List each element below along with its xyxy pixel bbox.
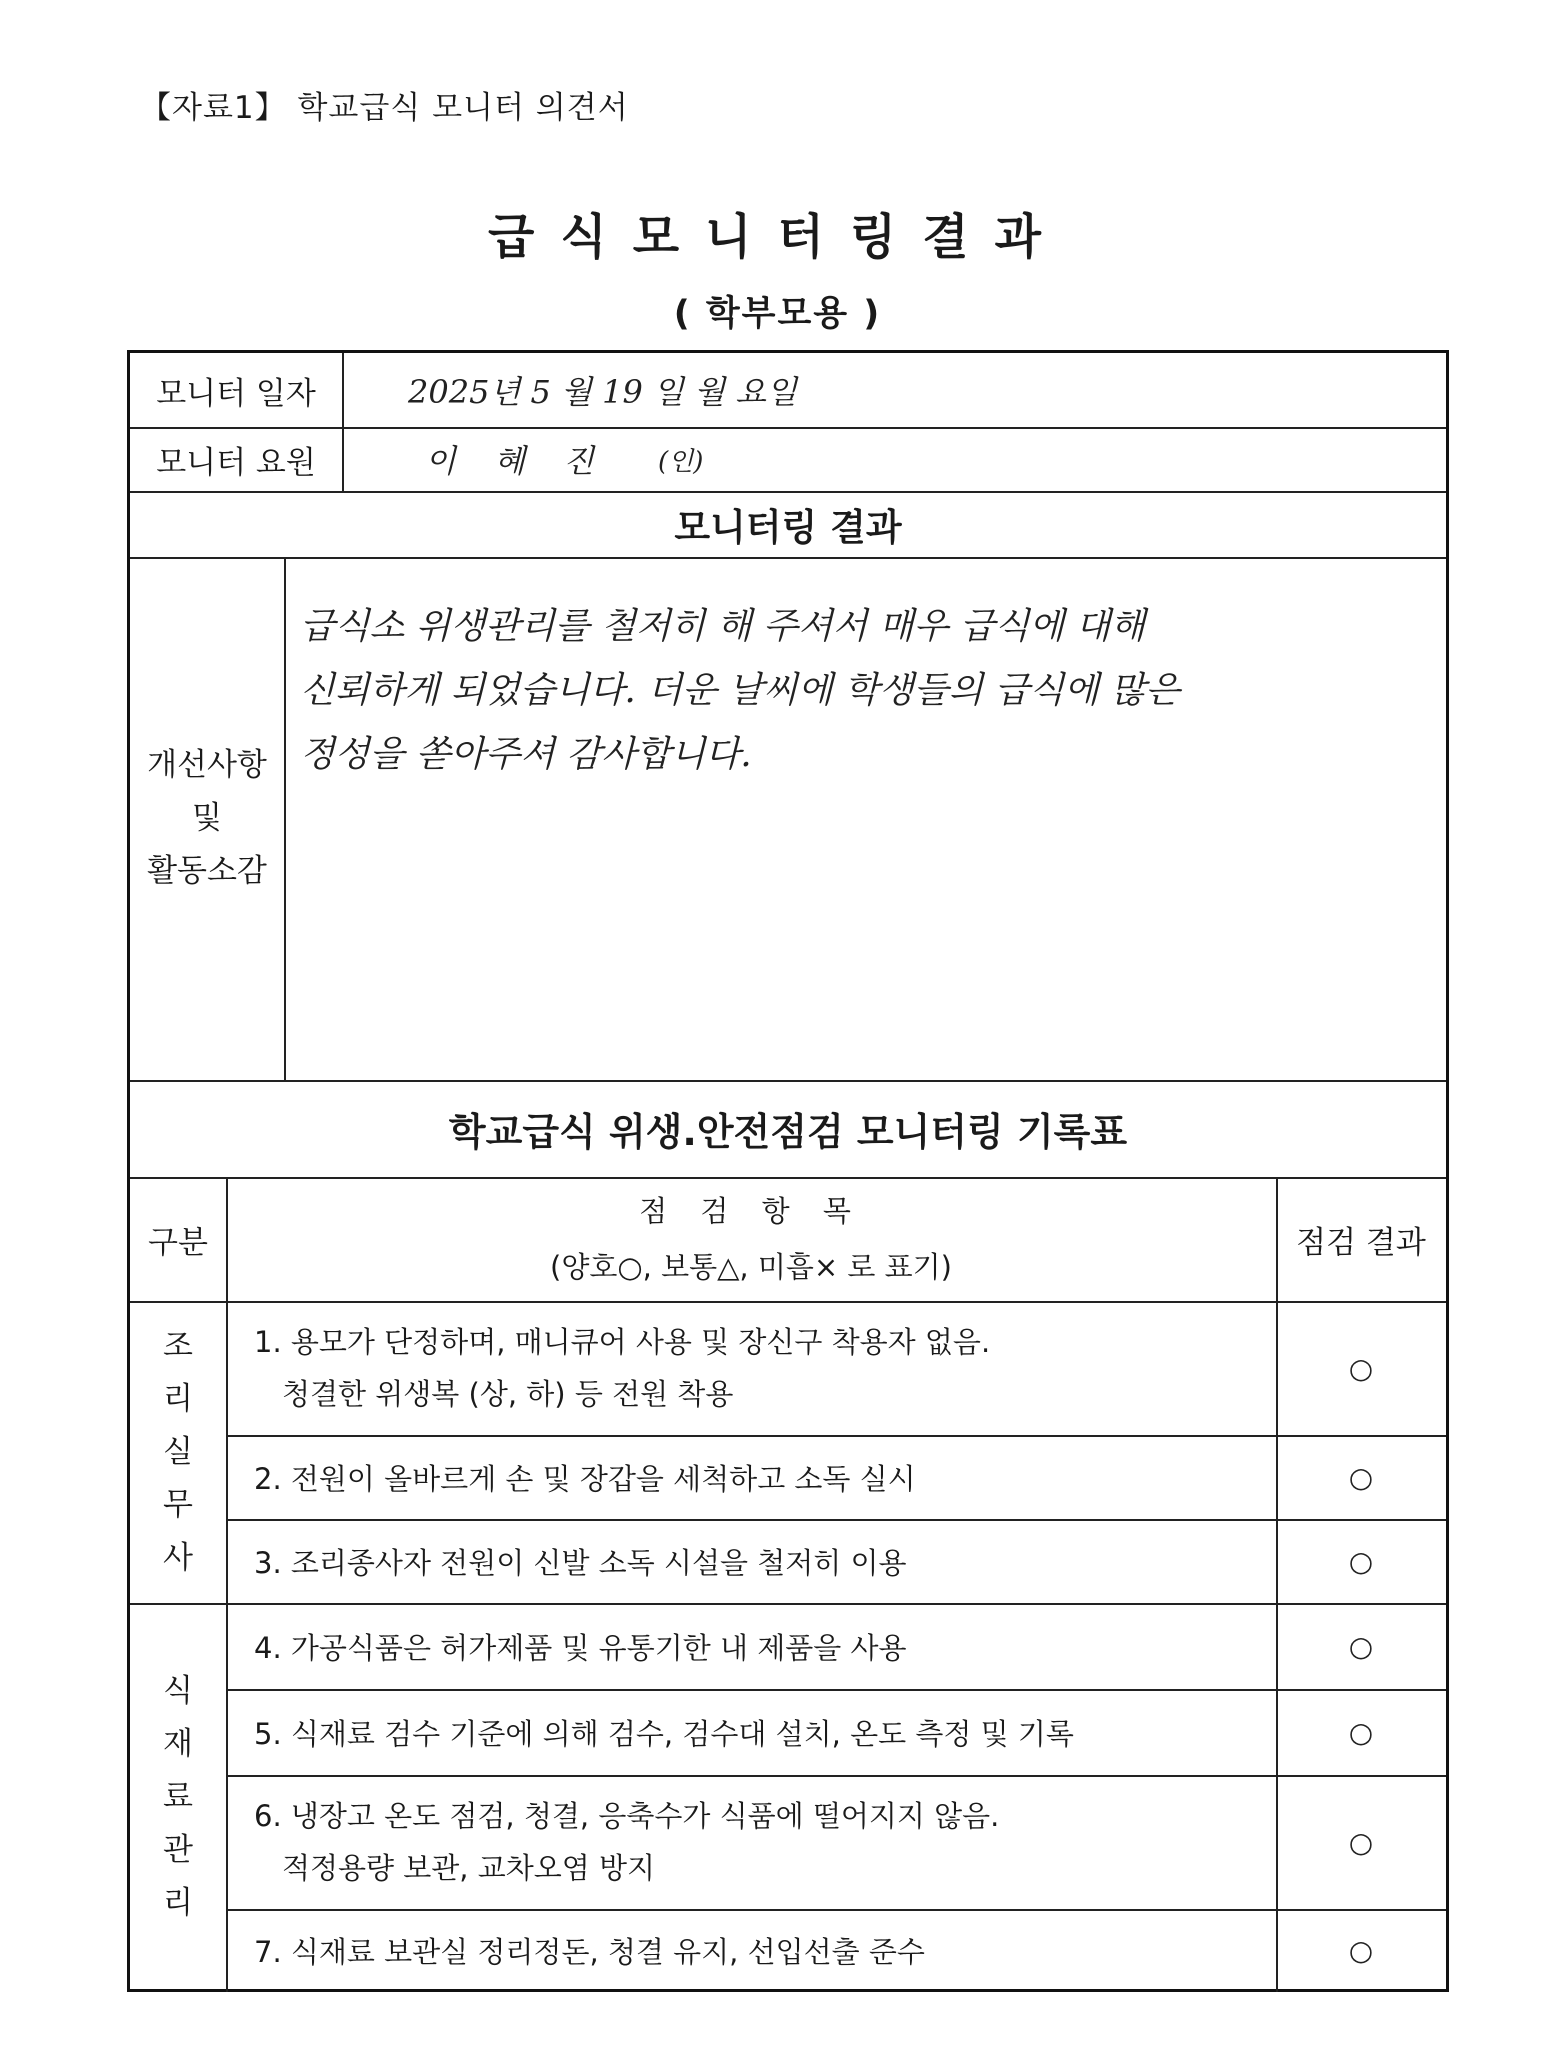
check-item-text: 1. 용모가 단정하며, 매니큐어 사용 및 장신구 착용자 없음. [254, 1325, 991, 1359]
improvement-label-line: 활동소감 [147, 853, 267, 889]
group-cooking-staff [130, 1301, 226, 1603]
handwritten-opinion [300, 595, 1300, 787]
check-result-7: ○ [1348, 1934, 1374, 1967]
check-result-3: ○ [1348, 1544, 1374, 1578]
check-item-1 [226, 1301, 1276, 1435]
check-result-5: ○ [1348, 1715, 1374, 1749]
check-item-text: 2. 전원이 올바르게 손 및 장갑을 세척하고 소독 실시 [254, 1461, 916, 1496]
member-value: 이 혜 진 [425, 442, 609, 480]
items-header-line: 점 검 항 목 [639, 1194, 863, 1228]
document-reference-header: 【자료1】 학교급식 모니터 의견서 [140, 90, 629, 126]
signature: (인) [658, 446, 704, 477]
handwritten-line: 정성을 쏟아주셔 감사합니다. [300, 734, 752, 775]
improvement-label-line: 및 [192, 800, 222, 836]
col-divider [284, 557, 286, 1080]
improvement-label-line: 개선사항 [147, 747, 267, 783]
document-title: 급식모니터링결과 [488, 209, 1067, 265]
group-char: 료 [163, 1779, 193, 1815]
check-item-4 [226, 1603, 1276, 1689]
group-char: 재 [163, 1726, 193, 1762]
group-char: 식 [163, 1673, 193, 1709]
row-divider [130, 557, 1446, 559]
group-char: 리 [163, 1380, 193, 1417]
group-char: 무 [163, 1486, 193, 1523]
check-result-4: ○ [1348, 1629, 1374, 1663]
group-ingredient-mgmt [130, 1603, 226, 1992]
handwritten-line: 신뢰하게 되었습니다. 더운 날씨에 학생들의 급식에 많은 [300, 670, 1180, 711]
date-value: 2025년 5 월 19 일 월 요일 [408, 373, 798, 411]
member-label: 모니터 요원 [156, 444, 316, 481]
handwritten-line: 급식소 위생관리를 철저히 해 주셔서 매우 급식에 대해 [300, 606, 1146, 647]
check-item-text: 적정용량 보관, 교차오염 방지 [282, 1851, 656, 1885]
document-subtitle: ( 학부모용 ) [673, 294, 882, 334]
check-item-text: 6. 냉장고 온도 점검, 청결, 응축수가 식품에 떨어지지 않음. [254, 1799, 1000, 1833]
group-char: 사 [163, 1539, 193, 1576]
result-section-title: 모니터링 결과 [674, 506, 902, 549]
date-label: 모니터 일자 [156, 375, 316, 412]
group-char: 리 [163, 1885, 193, 1921]
group-char: 관 [163, 1832, 193, 1868]
group-char: 실 [163, 1433, 193, 1470]
check-result-2: ○ [1348, 1460, 1374, 1494]
check-item-text: 3. 조리종사자 전원이 신발 소독 시설을 철저히 이용 [254, 1545, 907, 1580]
check-item-2 [226, 1435, 1276, 1519]
check-item-7 [226, 1909, 1276, 1992]
check-result-6: ○ [1348, 1825, 1374, 1859]
items-header [226, 1177, 1276, 1301]
check-result-1: ○ [1348, 1351, 1374, 1385]
check-item-text: 7. 식재료 보관실 정리정돈, 청결 유지, 선입선출 준수 [254, 1935, 925, 1969]
improvement-label [130, 557, 284, 1080]
check-item-text: 4. 가공식품은 허가제품 및 유통기한 내 제품을 사용 [254, 1630, 907, 1665]
checklist-title: 학교급식 위생.안전점검 모니터링 기록표 [448, 1110, 1128, 1154]
check-item-3 [226, 1519, 1276, 1603]
col-divider [342, 353, 344, 491]
group-char: 조 [163, 1327, 193, 1364]
result-header: 점검 결과 [1296, 1224, 1426, 1261]
items-header-line: (양호○, 보통△, 미흡× 로 표기) [550, 1250, 952, 1284]
check-item-5 [226, 1689, 1276, 1775]
check-item-6 [226, 1775, 1276, 1909]
check-item-text: 5. 식재료 검수 기준에 의해 검수, 검수대 설치, 온도 측정 및 기록 [254, 1716, 1074, 1751]
category-header: 구분 [148, 1224, 208, 1261]
check-item-text: 청결한 위생복 (상, 하) 등 전원 착용 [282, 1377, 734, 1411]
